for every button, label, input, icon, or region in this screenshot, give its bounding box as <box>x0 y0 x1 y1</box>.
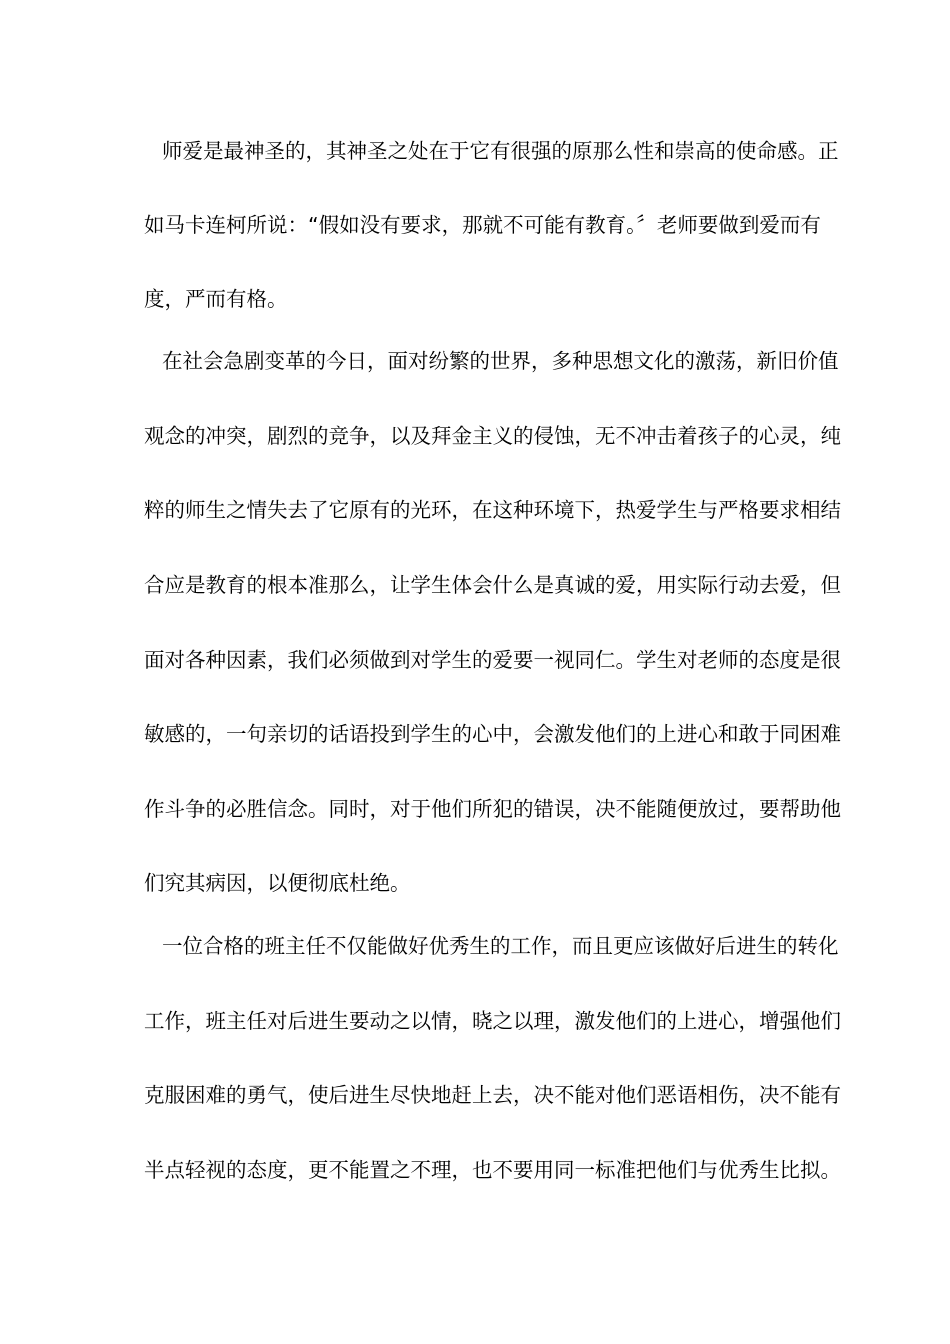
paragraph-1-line-1: 师爱是最神圣的，其神圣之处在于它有很强的原那么性和崇高的使命感。正 <box>162 139 839 163</box>
paragraph-2-line-2: 观念的冲突，剧烈的竞争，以及拜金主义的侵蚀，无不冲击着孩子的心灵，纯 <box>144 424 841 448</box>
paragraph-2-line-6: 敏感的，一句亲切的话语投到学生的心中，会激发他们的上进心和敢于同困难 <box>144 722 841 746</box>
paragraph-2-line-5: 面对各种因素，我们必须做到对学生的爱要一视同仁。学生对老师的态度是很 <box>144 648 841 672</box>
paragraph-2-line-8: 们究其病因，以便彻底杜绝。 <box>144 871 411 895</box>
paragraph-3-line-3: 克服困难的勇气，使后进生尽快地赶上去，决不能对他们恶语相伤，决不能有 <box>144 1083 841 1107</box>
paragraph-2-line-7: 作斗争的必胜信念。同时，对于他们所犯的错误，决不能随便放过，要帮助他 <box>144 797 841 821</box>
paragraph-1-line-2: 如马卡连柯所说：“假如没有要求，那就不可能有教育。〞老师要做到爱而有 <box>144 213 821 237</box>
paragraph-3-line-4: 半点轻视的态度，更不能置之不理，也不要用同一标准把他们与优秀生比拟。 <box>144 1158 841 1182</box>
paragraph-3-line-2: 工作，班主任对后进生要动之以情，晓之以理，激发他们的上进心，增强他们 <box>144 1009 841 1033</box>
paragraph-2-line-1: 在社会急剧变革的今日，面对纷繁的世界，多种思想文化的激荡，新旧价值 <box>162 349 839 373</box>
paragraph-2-line-3: 粹的师生之情失去了它原有的光环，在这种环境下，热爱学生与严格要求相结 <box>144 498 841 522</box>
paragraph-1-line-3: 度，严而有格。 <box>144 287 288 311</box>
paragraph-2-line-4: 合应是教育的根本准那么，让学生体会什么是真诚的爱，用实际行动去爱，但 <box>144 573 841 597</box>
paragraph-3-line-1: 一位合格的班主任不仅能做好优秀生的工作，而且更应该做好后进生的转化 <box>162 934 839 958</box>
